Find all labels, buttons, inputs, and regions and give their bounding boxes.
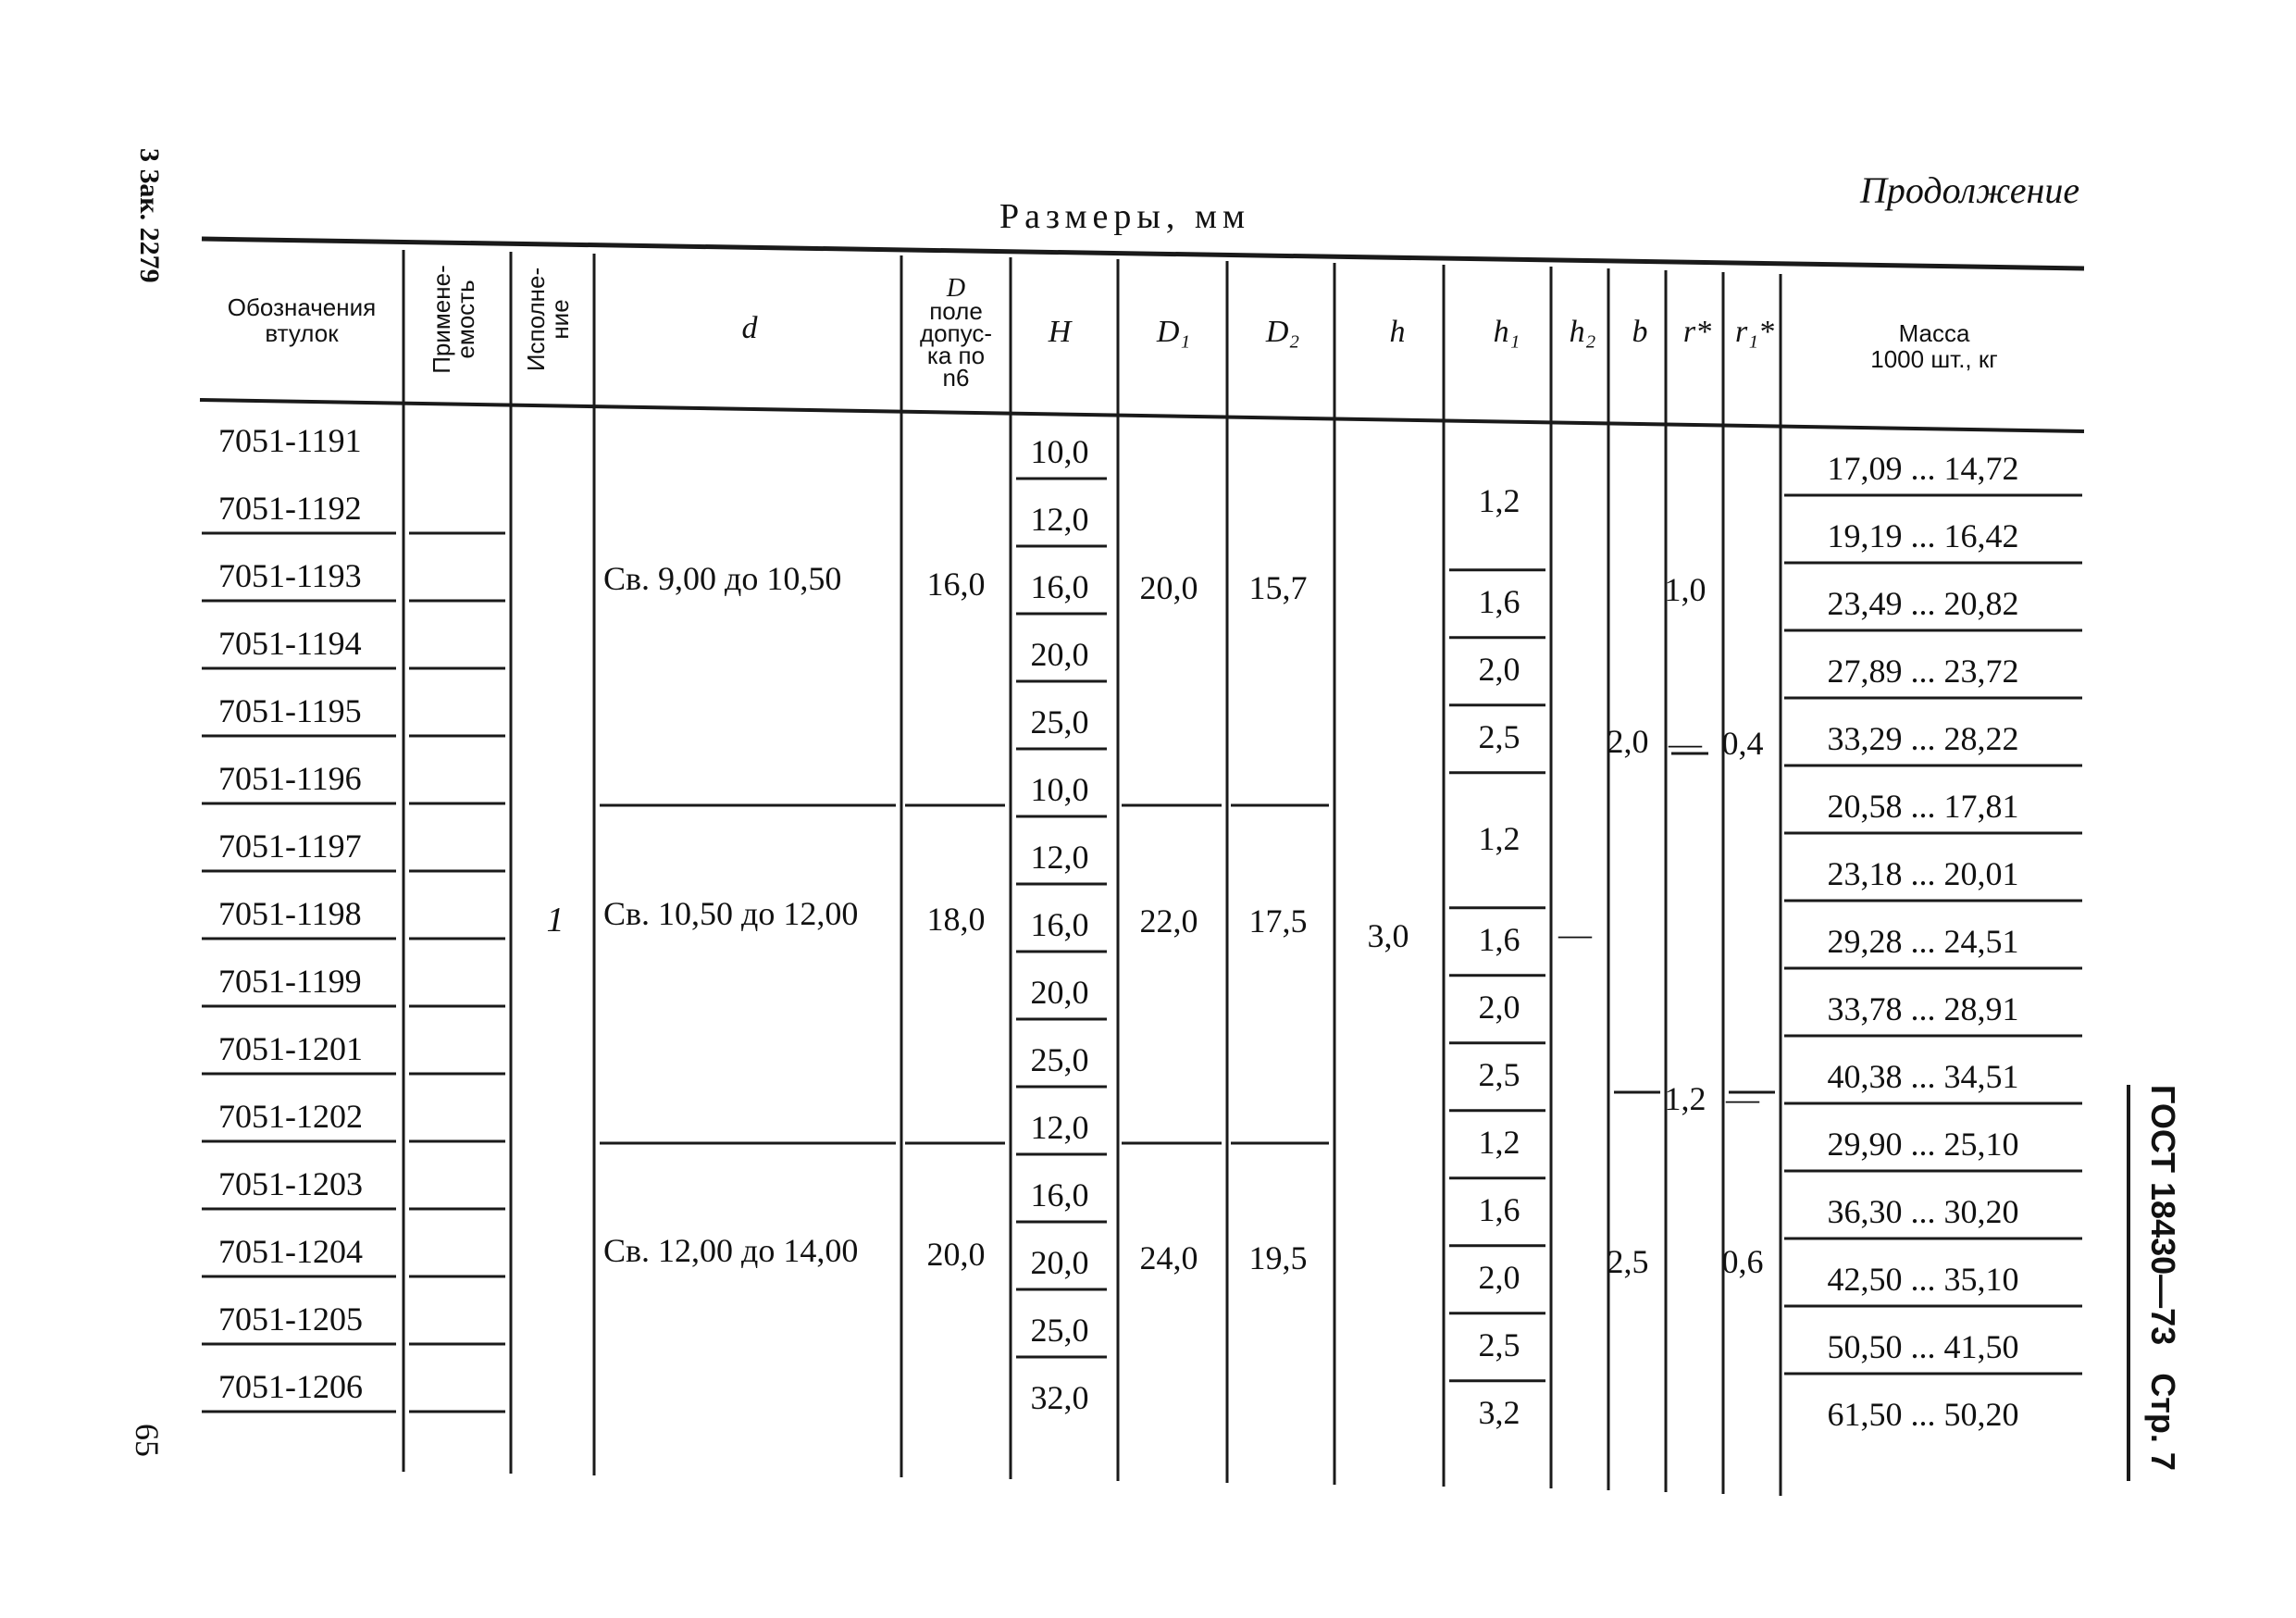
H-cell: 16,0 — [1030, 1176, 1089, 1214]
designation-cell: 7051-1206 — [218, 1368, 363, 1405]
table-caption: Размеры, мм — [999, 197, 1251, 236]
header-applicability: Примене- емость — [428, 265, 479, 374]
header-version: Исполне- ние — [522, 267, 574, 372]
H-cell: 20,0 — [1030, 636, 1089, 673]
mass-cell: 17,09 ... 14,72 — [1827, 450, 2019, 487]
header-H: H — [1048, 315, 1072, 349]
designation-cell: 7051-1203 — [218, 1165, 363, 1202]
mass-cell: 23,49 ... 20,82 — [1827, 585, 2019, 622]
H-cell: 25,0 — [1030, 1312, 1089, 1349]
group-2-D2: 17,5 — [1248, 902, 1308, 940]
H-cell: 10,0 — [1030, 771, 1089, 808]
header-h: h — [1389, 315, 1406, 349]
group-2-d: Св. 10,50 до 12,00 — [603, 895, 859, 932]
h1-cell: 1,6 — [1478, 921, 1520, 958]
r1-value-2: — — [1726, 1080, 1759, 1117]
H-cell: 12,0 — [1030, 839, 1089, 876]
H-cell: 10,0 — [1030, 433, 1089, 470]
mass-cell: 29,90 ... 25,10 — [1827, 1126, 2019, 1163]
mass-cell: 33,29 ... 28,22 — [1827, 720, 2019, 757]
mass-cell: 19,19 ... 16,42 — [1827, 517, 2019, 554]
header-r: r* — [1682, 315, 1712, 349]
group-1-D2: 15,7 — [1248, 569, 1308, 606]
h1-cell: 3,2 — [1478, 1394, 1520, 1431]
designation-cell: 7051-1201 — [218, 1030, 363, 1067]
mass-cell: 40,38 ... 34,51 — [1827, 1058, 2019, 1095]
H-cell: 16,0 — [1030, 906, 1089, 943]
version-value: 1 — [546, 901, 565, 940]
group-1-d: Св. 9,00 до 10,50 — [603, 560, 842, 597]
header-h1: h₁ — [1493, 315, 1520, 349]
r1-value-1: 0,4 — [1721, 725, 1764, 762]
designation-cell: 7051-1199 — [218, 963, 362, 1000]
r1-value-3: 0,6 — [1721, 1243, 1764, 1280]
H-cell: 25,0 — [1030, 1041, 1089, 1078]
H-cell: 12,0 — [1030, 501, 1089, 538]
h1-cell: 1,2 — [1478, 1124, 1520, 1161]
group-3-D2: 19,5 — [1248, 1239, 1308, 1276]
group-2-D1: 22,0 — [1139, 902, 1198, 940]
header-D: D поле допус- ка по n6 — [919, 274, 993, 392]
mass-cell: 36,30 ... 30,20 — [1827, 1193, 2019, 1230]
header-designation: Обозначения втулок — [227, 293, 377, 347]
mass-cell: 50,50 ... 41,50 — [1827, 1328, 2019, 1365]
header-r1: r₁* — [1734, 315, 1775, 349]
mass-cell: 61,50 ... 50,20 — [1827, 1396, 2019, 1433]
mass-cell: 27,89 ... 23,72 — [1827, 653, 2019, 690]
mass-cell: 42,50 ... 35,10 — [1827, 1261, 2019, 1298]
H-cell: 32,0 — [1030, 1379, 1089, 1416]
h2-value: — — [1558, 915, 1592, 952]
designation-cell: 7051-1191 — [218, 422, 362, 459]
group-1-D1: 20,0 — [1139, 569, 1198, 606]
header-D1: D₁ — [1156, 315, 1191, 349]
mass-cell: 20,58 ... 17,81 — [1827, 788, 2019, 825]
header-d: d — [741, 311, 758, 345]
h1-cell: 1,2 — [1478, 819, 1520, 857]
group-3-D: 20,0 — [926, 1236, 986, 1273]
h1-cell: 2,0 — [1478, 1259, 1520, 1296]
r-value-1: 1,0 — [1664, 571, 1706, 608]
order-number: 3 Зак. 2279 — [134, 148, 165, 283]
H-cell: 20,0 — [1030, 974, 1089, 1011]
b-value-2: 2,5 — [1607, 1243, 1649, 1280]
table-top-rule — [202, 239, 2084, 268]
h1-cell: 2,0 — [1478, 651, 1520, 688]
h1-cell: 2,5 — [1478, 718, 1520, 755]
h1-cell: 1,6 — [1478, 583, 1520, 620]
designation-cell: 7051-1204 — [218, 1233, 363, 1270]
designation-cell: 7051-1197 — [218, 828, 362, 865]
h1-cell: 1,6 — [1478, 1191, 1520, 1228]
standard-reference: ГОСТ 18430—73 Стр. 7 — [2144, 1085, 2182, 1471]
mass-cell: 33,78 ... 28,91 — [1827, 990, 2019, 1027]
group-3-D1: 24,0 — [1139, 1239, 1198, 1276]
header-h2: h₂ — [1569, 315, 1596, 349]
r-value-2: — — [1669, 725, 1702, 762]
designation-cell: 7051-1205 — [218, 1301, 363, 1338]
group-3-d: Св. 12,00 до 14,00 — [603, 1232, 859, 1269]
H-cell: 16,0 — [1030, 568, 1089, 605]
designation-cell: 7051-1192 — [218, 490, 362, 527]
h1-cell: 2,5 — [1478, 1056, 1520, 1093]
designation-cell: 7051-1202 — [218, 1098, 363, 1135]
mass-cell: 23,18 ... 20,01 — [1827, 855, 2019, 892]
designation-cell: 7051-1194 — [218, 625, 362, 662]
designation-cell: 7051-1193 — [218, 557, 362, 594]
h1-cell: 2,5 — [1478, 1326, 1520, 1363]
H-cell: 12,0 — [1030, 1109, 1089, 1146]
page-number: 65 — [129, 1424, 166, 1457]
header-mass: Масса 1000 шт., кг — [1870, 319, 1998, 373]
header-D2: D₂ — [1265, 315, 1300, 349]
mass-cell: 29,28 ... 24,51 — [1827, 923, 2019, 960]
group-1-D: 16,0 — [926, 566, 986, 603]
designation-cell: 7051-1198 — [218, 895, 362, 932]
header-bottom-rule — [200, 400, 2084, 431]
header-b: b — [1632, 315, 1648, 349]
continuation-label: Продолжение — [1860, 169, 2080, 211]
h1-cell: 1,2 — [1478, 481, 1520, 519]
group-2-D: 18,0 — [926, 901, 986, 938]
h-value: 3,0 — [1367, 917, 1409, 954]
H-cell: 25,0 — [1030, 703, 1089, 741]
designation-cell: 7051-1195 — [218, 692, 362, 729]
designation-cell: 7051-1196 — [218, 760, 362, 797]
b-value-1: 2,0 — [1607, 723, 1649, 760]
h1-cell: 2,0 — [1478, 989, 1520, 1026]
H-cell: 20,0 — [1030, 1244, 1089, 1281]
r-value-3: 1,2 — [1664, 1080, 1706, 1117]
